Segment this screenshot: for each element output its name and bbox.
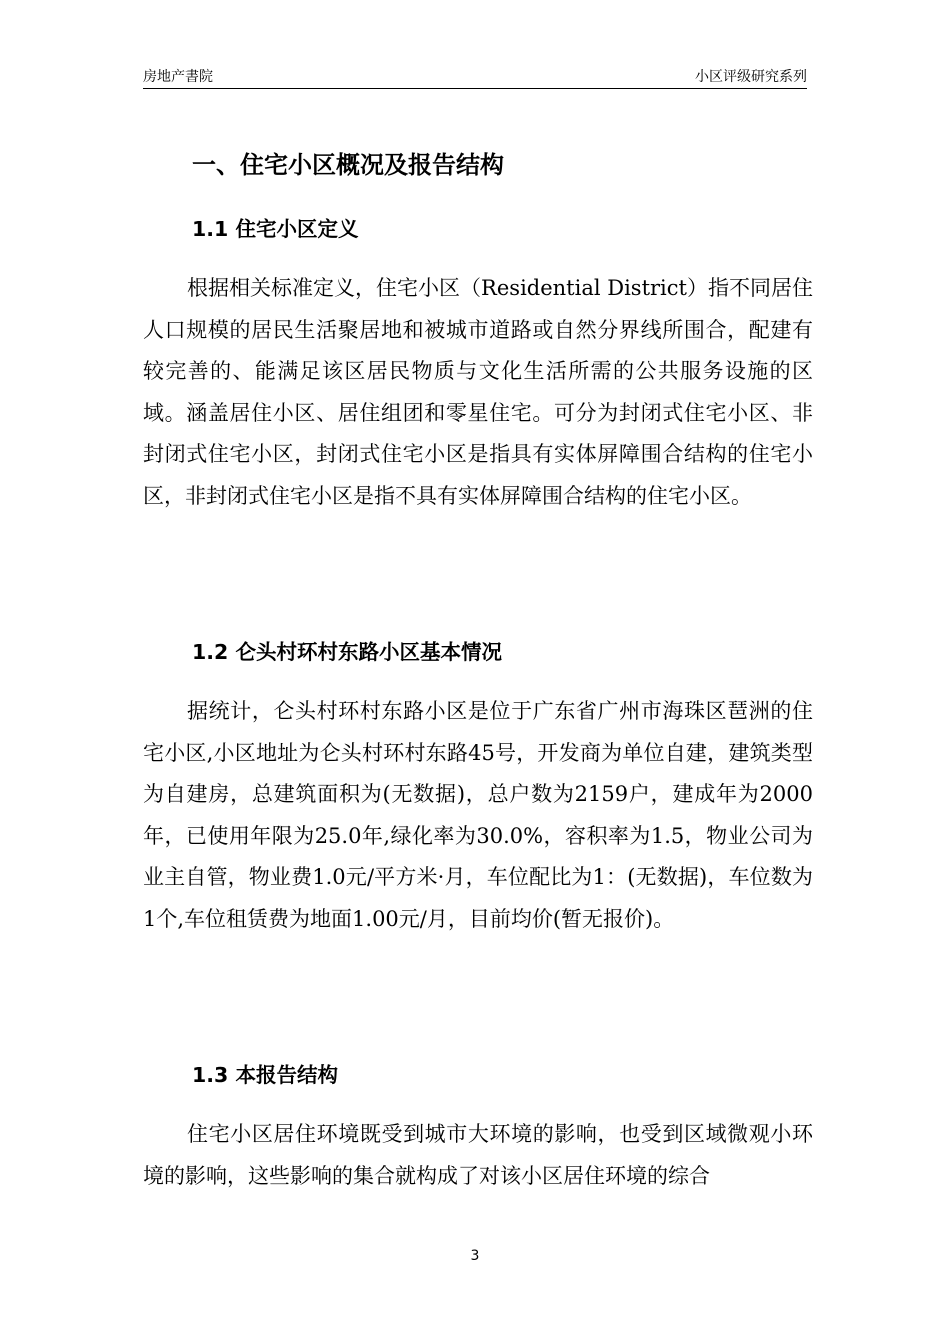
section-body-1-3: 住宅小区居住环境既受到城市大环境的影响，也受到区域微观小环境的影响，这些影响的集合就构成了对该小区居住环境的综合	[143, 1122, 813, 1188]
section-body-1-1: 根据相关标准定义，住宅小区（Residential District）指不同居住人口规模的居民生活聚居地和被城市道路或自然分界线所围合，配建有较完善的、能满足该区居民物质与文化生活所需的公共服务设施的区域。涵盖居住小区、居住组团和零星住宅。可分为封闭式住宅小区、非封闭式住宅小区，封闭式住宅小区是指具有实体屏障围合结构的住宅小区，非封闭式住宅小区是指不具有实体屏障围合结构的住宅小区。	[143, 276, 813, 508]
page-header	[143, 66, 807, 89]
section-body-1-2: 据统计，仑头村环村东路小区是位于广东省广州市海珠区琶洲的住宅小区,小区地址为仑头村环村东路45号，开发商为单位自建，建筑类型为自建房，总建筑面积为(无数据)，总户数为2159户，建成年为2000年，已使用年限为25.0年,绿化率为30.0%，容积率为1.5，物业公司为业主自管，物业费1.0元/平方米·月，车位配比为1：(无数据)，车位数为1个,车位租赁费为地面1.00元/月，目前均价(暂无报价)。	[143, 699, 813, 931]
section-heading-1-1: 1.1 住宅小区定义	[192, 217, 359, 241]
chapter-title: 一、住宅小区概况及报告结构	[192, 151, 504, 179]
page-number: 3	[470, 1248, 480, 1264]
header-series-title: 小区评级研究系列	[695, 69, 807, 85]
section-heading-1-3: 1.3 本报告结构	[192, 1063, 338, 1087]
section-heading-1-2: 1.2 仑头村环村东路小区基本情况	[192, 640, 502, 664]
header-publisher: 房地产書院	[143, 69, 213, 85]
